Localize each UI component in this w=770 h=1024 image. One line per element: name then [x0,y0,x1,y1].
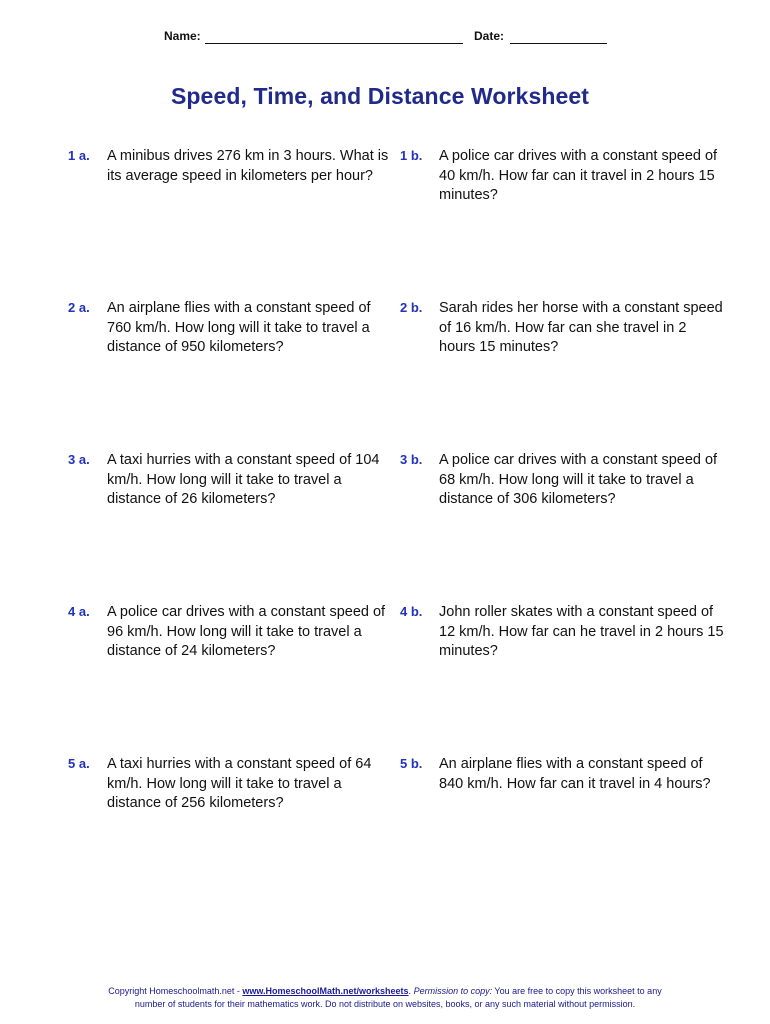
problem-text: A police car drives with a constant speed of 40 km/h. How far can it travel in 2 hours 15 minutes? [439,148,718,203]
name-field[interactable] [205,43,463,44]
footer-link[interactable]: www.HomeschoolMath.net/worksheets [242,986,409,996]
footer-permission-text: You are free to copy this worksheet to any [492,986,662,996]
footer-permission-label: Permission to copy: [413,986,493,996]
problem-text: An airplane flies with a constant speed of 840 km/h. How far can it travel in 4 hours? [439,756,711,792]
problem-text: A taxi hurries with a constant speed of 104 km/h. How long will it take to travel a distance of 26 kilometers? [107,452,380,507]
problem-number: 5 b. [400,756,423,771]
problem-number: 5 a. [68,756,90,771]
problem-number: 3 a. [68,452,90,467]
problem-number: 3 b. [400,452,423,467]
problem-text: A police car drives with a constant speed of 68 km/h. How long will it take to travel a distance of 306 kilometers? [439,452,718,507]
problem-text: A taxi hurries with a constant speed of 64 km/h. How long will it take to travel a distance of 256 kilometers? [107,756,372,811]
problem-text: A police car drives with a constant speed of 96 km/h. How long will it take to travel a distance of 24 kilometers? [107,604,386,659]
problem-number: 1 a. [68,148,90,163]
problem-number: 2 a. [68,300,90,315]
page-title: Speed, Time, and Distance Worksheet [170,83,590,109]
problem-text: John roller skates with a constant speed of 12 km/h. How far can he travel in 2 hours 15 minutes? [439,604,724,659]
problem-number: 2 b. [400,300,423,315]
footer-line-1 [0,985,770,998]
problem-text: A minibus drives 276 km in 3 hours. What is its average speed in kilometers per hour? [107,148,389,184]
date-label: Date: [474,29,505,43]
problem-text: Sarah rides her horse with a constant speed of 16 km/h. How far can she travel in 2 hours 15 minutes? [439,300,723,355]
problem-number: 4 a. [68,604,90,619]
problem-text: An airplane flies with a constant speed of 760 km/h. How long will it take to travel a distance of 950 kilometers? [107,300,371,355]
footer-separator: . [408,986,414,996]
problem-number: 1 b. [400,148,423,163]
problem-number: 4 b. [400,604,423,619]
footer-copyright: Copyright Homeschoolmath.net - [108,986,243,996]
footer [0,985,770,1010]
name-label: Name: [164,29,201,43]
date-field[interactable] [510,43,607,44]
footer-line-2: number of students for their mathematics work. Do not distribute on websites, books, or any such material without permission. [134,998,636,1009]
